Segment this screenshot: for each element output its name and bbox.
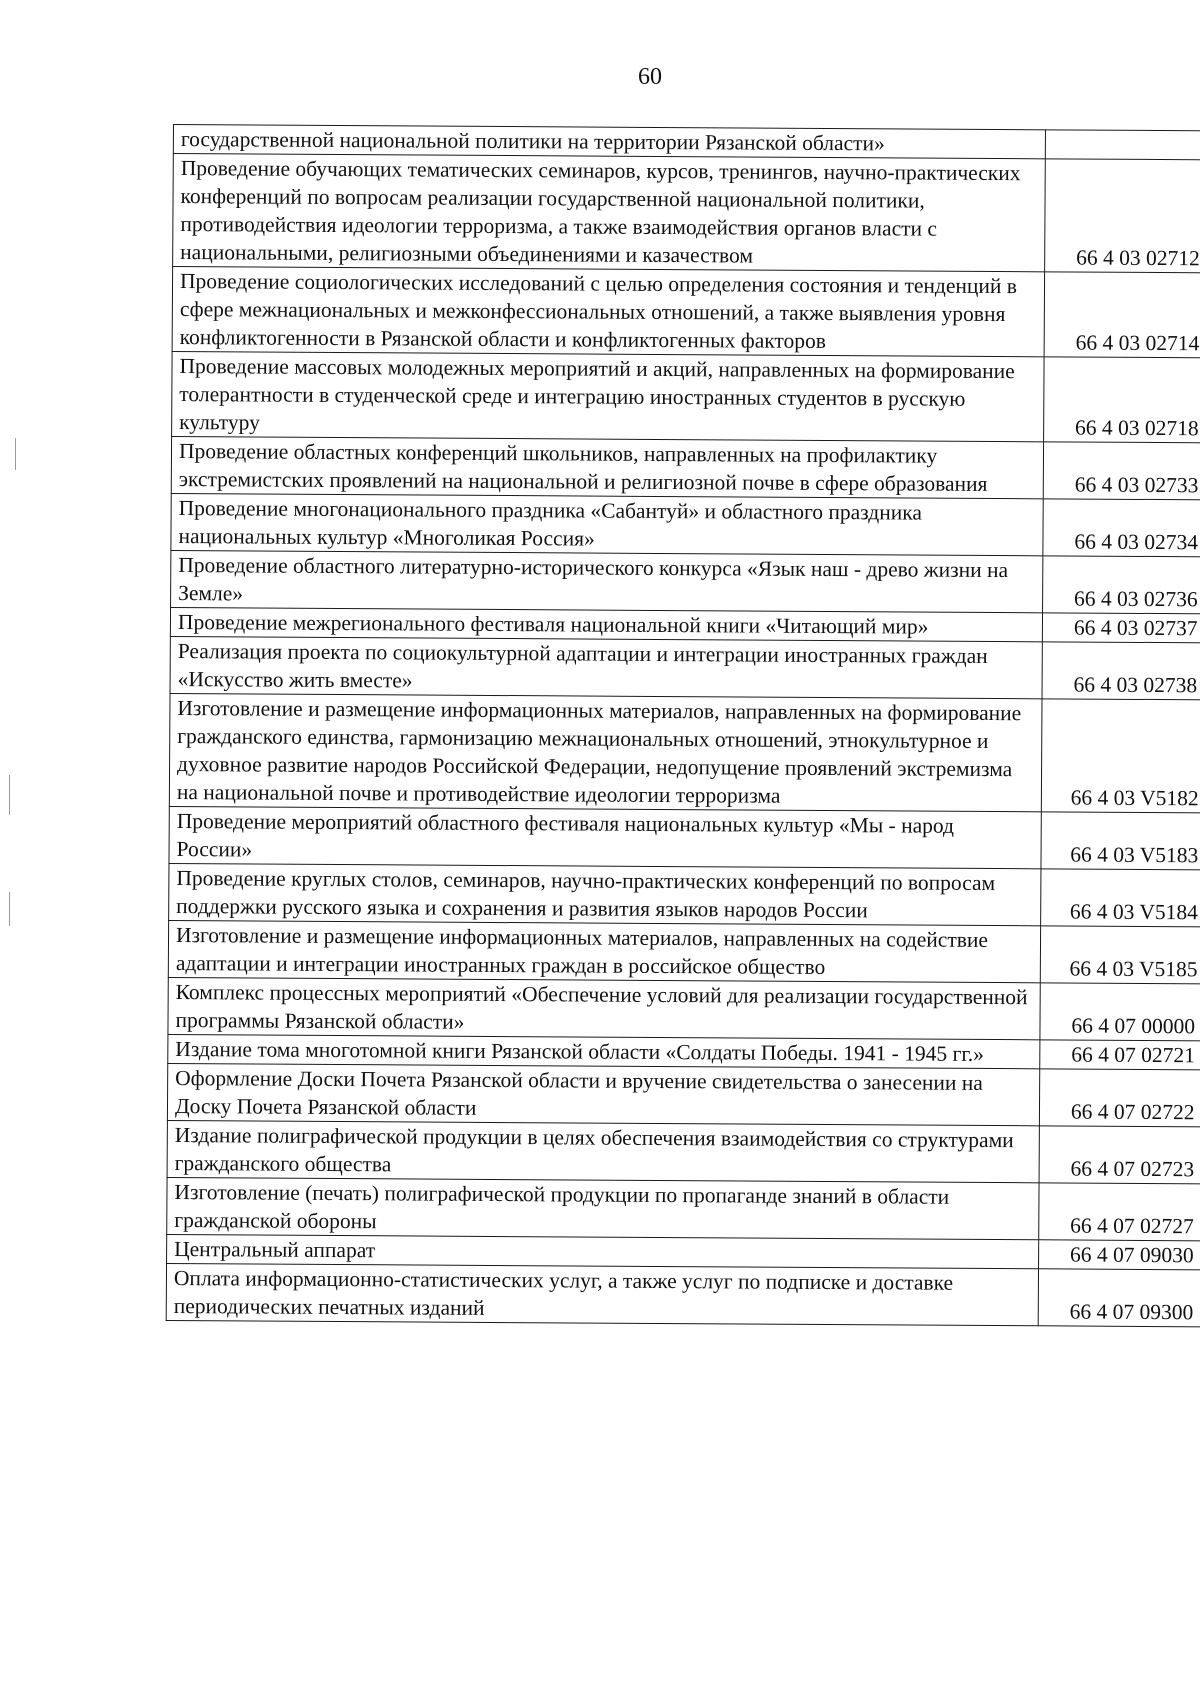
row-target-code: 66 4 07 02727 xyxy=(1038,1183,1200,1241)
row-target-code: 66 4 03 02733 xyxy=(1043,442,1200,500)
table-row xyxy=(169,693,1200,812)
row-target-code: 66 4 03 V5184 xyxy=(1040,869,1200,927)
row-description: Проведение многонационального праздника «Сабантуй» и областного праздника национальных культур «Многоликая Россия» xyxy=(171,493,1043,555)
row-target-code: 66 4 03 02714 xyxy=(1044,272,1200,358)
row-description: Проведение областных конференций школьников, направленных на профилактику экстремистских проявлений на национальной и религиозной почве в сфере образования xyxy=(171,436,1043,498)
table-row xyxy=(173,154,1200,273)
row-description: Издание полиграфической продукции в целях обеспечения взаимодействия со структурами гражданского общества xyxy=(167,1120,1039,1182)
row-target-code: 66 4 03 V5183 xyxy=(1040,812,1200,870)
row-description: Проведение мероприятий областного фестиваля национальных культур «Мы - народ России» xyxy=(169,806,1041,868)
row-description: Оформление Доски Почета Рязанской области и вручение свидетельства о занесении на Доску Почета Рязанской области xyxy=(167,1063,1039,1125)
scan-artifact-mark xyxy=(9,775,10,815)
row-description: государственной национальной политики на территории Рязанской области» xyxy=(173,125,1045,159)
row-description: Центральный аппарат xyxy=(167,1234,1039,1268)
row-target-code: 66 4 03 02737 xyxy=(1042,613,1200,643)
table-row xyxy=(170,636,1200,699)
row-target-code: 66 4 03 02734 xyxy=(1042,499,1200,557)
row-target-code: 66 4 03 02712 xyxy=(1044,159,1200,273)
page-number: 60 xyxy=(638,64,662,90)
row-description: Комплекс процессных мероприятий «Обеспечение условий для реализации государственной программы Рязанской области» xyxy=(168,977,1040,1039)
table-row xyxy=(168,920,1200,983)
row-target-code: 66 4 03 02718 xyxy=(1043,357,1200,443)
row-description: Проведение областного литературно-исторического конкурса «Язык наш - древо жизни на Земле» xyxy=(171,550,1043,612)
row-description: Реализация проекта по социокультурной адаптации и интеграции иностранных граждан «Искусство жить вместе» xyxy=(170,636,1042,698)
row-description: Изготовление и размещение информационных материалов, направленных на формирование гражданского единства, гармонизацию межнациональных отношений, этнокультурное и духовное развитие народов Российской Федерации, недопущение проявлений экстремизма на национальной почве и противодействие идеологии терроризма xyxy=(169,693,1041,811)
table-row xyxy=(172,351,1200,442)
table-row xyxy=(171,493,1200,556)
table-body xyxy=(166,125,1200,1327)
row-description: Изготовление (печать) полиграфической продукции по пропаганде знаний в области гражданской обороны xyxy=(167,1177,1039,1239)
row-description: Проведение обучающих тематических семинаров, курсов, тренингов, научно-практических конференций по вопросам реализации государственной национальной политики, противодействия идеологии терроризма, а также взаимодействия органов власти с национальными, религиозными объединениями и казачеством xyxy=(173,154,1045,272)
row-target-code: 66 4 03 02738 xyxy=(1042,642,1200,700)
row-description: Изготовление и размещение информационных материалов, направленных на содействие адаптации и интеграции иностранных граждан в российское общество xyxy=(168,920,1040,982)
row-target-code: 66 4 03 02736 xyxy=(1042,556,1200,614)
row-description: Оплата информационно-статистических услуг, а также услуг по подписке и доставке периодических печатных изданий xyxy=(166,1263,1038,1325)
row-description: Проведение социологических исследований с целью определения состояния и тенденций в сфере межнациональных и межконфессиональных отношений, а также выявления уровня конфликтогенности в Рязанской области и конфликтогенных факторов xyxy=(172,267,1044,357)
row-description: Проведение круглых столов, семинаров, научно-практических конференций по вопросам поддержки русского языка и сохранения и развития языков народов России xyxy=(169,863,1041,925)
table-row xyxy=(166,1263,1200,1326)
budget-classification-table xyxy=(166,124,1200,1327)
table-row xyxy=(167,1177,1200,1240)
table-row xyxy=(169,806,1200,869)
row-target-code: 66 4 07 02721 xyxy=(1039,1040,1200,1070)
row-description: Проведение массовых молодежных мероприятий и акций, направленных на формирование толерантности в студенческой среде и интеграцию иностранных студентов в русскую культуру xyxy=(172,351,1044,441)
row-target-code: 66 4 07 09300 xyxy=(1038,1269,1200,1327)
row-description: Проведение межрегионального фестиваля национальной книги «Читающий мир» xyxy=(170,607,1042,641)
row-description: Издание тома многотомной книги Рязанской области «Солдаты Победы. 1941 - 1945 гг.» xyxy=(168,1034,1040,1068)
table-row xyxy=(171,436,1200,499)
scan-artifact-mark xyxy=(15,438,16,470)
row-target-code: 66 4 07 02722 xyxy=(1039,1069,1200,1127)
row-target-code: 66 4 07 09030 xyxy=(1038,1240,1200,1270)
table-row xyxy=(168,977,1200,1040)
row-target-code: 66 4 03 V5185 xyxy=(1040,926,1200,984)
table-row xyxy=(169,863,1200,926)
table-row xyxy=(172,267,1200,358)
table-row xyxy=(167,1120,1200,1183)
scan-artifact-mark xyxy=(9,892,10,926)
table-row xyxy=(171,550,1200,613)
table-row xyxy=(167,1063,1200,1126)
row-target-code: 66 4 07 02723 xyxy=(1039,1126,1200,1184)
row-target-code xyxy=(1045,130,1200,160)
row-target-code: 66 4 07 00000 xyxy=(1039,983,1200,1041)
row-target-code: 66 4 03 V5182 xyxy=(1041,699,1200,813)
